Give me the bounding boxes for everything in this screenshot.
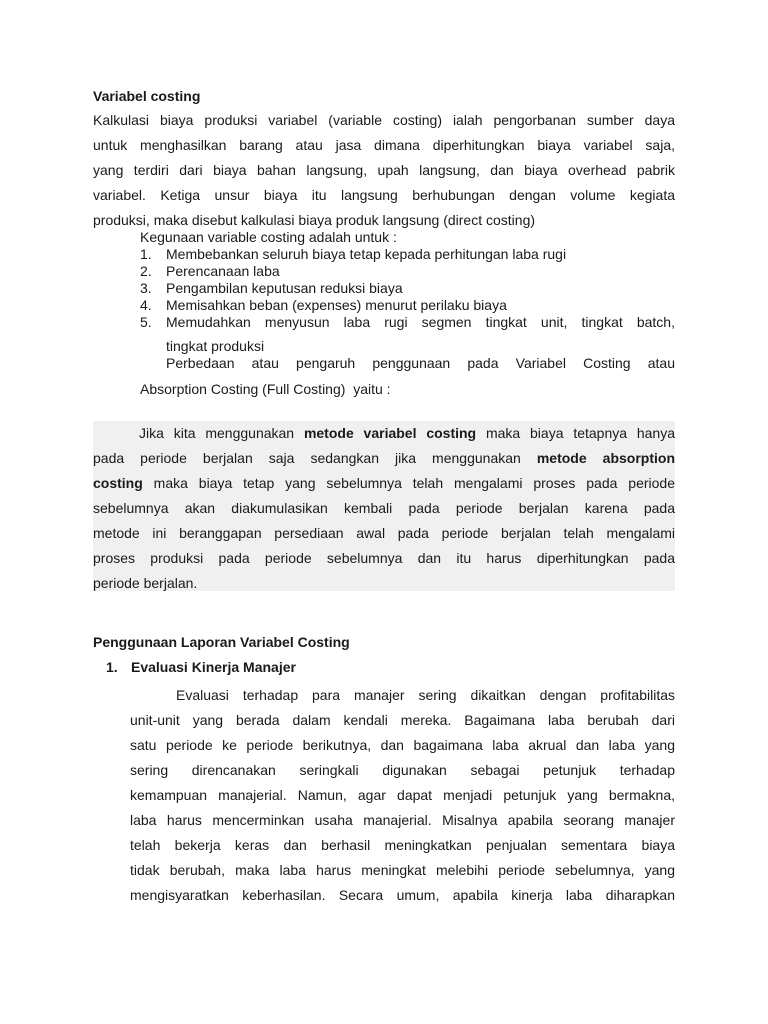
list-number: 5. — [140, 314, 152, 330]
shaded-paragraph — [93, 421, 675, 591]
paragraph-line: sebelumnya akan diakumulasikan kembali pada periode berjalan karena pada — [93, 500, 675, 516]
list-text: Memudahkan menyusun laba rugi segmen tingkat unit, tingkat batch, — [166, 314, 675, 330]
paragraph-line: metode ini beranggapan persediaan awal pada periode berjalan telah mengalami — [93, 525, 675, 541]
paragraph-line: telah bekerja keras dan berhasil meningkatkan penjualan sementara biaya — [130, 837, 675, 853]
kegunaan-list — [140, 246, 675, 331]
list-continuation: tingkat produksi — [166, 338, 265, 354]
paragraph-line: produksi, maka disebut kalkulasi biaya produk langsung (direct costing) — [93, 212, 536, 228]
list-item — [140, 297, 675, 314]
list-text: Perencanaan laba — [166, 263, 280, 279]
paragraph-line: Kalkulasi biaya produksi variabel (variable costing) ialah pengorbanan sumber daya — [93, 112, 675, 128]
paragraph-line — [93, 421, 675, 446]
paragraph-line: laba harus mencerminkan usaha manajerial. Misalnya apabila seorang manajer — [130, 812, 675, 828]
subheading-number: 1. — [106, 659, 118, 675]
bold-text: metode absorption — [536, 450, 675, 466]
list-text: Pengambilan keputusan reduksi biaya — [166, 280, 403, 296]
paragraph-line: Evaluasi terhadap para manajer sering dikaitkan dengan profitabilitas — [176, 687, 675, 703]
perbedaan-line: Perbedaan atau pengaruh penggunaan pada Variabel Costing atau — [166, 355, 675, 371]
paragraph-line: sering direncanakan seringkali digunakan sebagai petunjuk terhadap — [130, 762, 675, 778]
list-number: 3. — [140, 280, 152, 296]
paragraph-line — [93, 446, 675, 471]
absorption-line: Absorption Costing (Full Costing) yaitu : — [140, 381, 391, 397]
paragraph-line: periode berjalan. — [93, 575, 198, 591]
paragraph-line: variabel. Ketiga unsur biaya itu langsung berhubungan dengan volume kegiata — [93, 187, 675, 203]
paragraph-line: satu periode ke periode berikutnya, dan bagaimana laba akrual dan laba yang — [130, 737, 675, 753]
text-run: maka biaya tetap yang sebelumnya telah mengalami proses pada periode — [142, 475, 675, 491]
section-heading-penggunaan: Penggunaan Laporan Variabel Costing — [93, 634, 350, 650]
text-run: Jika kita menggunakan — [139, 425, 304, 441]
paragraph-line: unit-unit yang berada dalam kendali mereka. Bagaimana laba berubah dari — [130, 712, 675, 728]
kegunaan-intro: Kegunaan variable costing adalah untuk : — [140, 229, 397, 245]
list-number: 4. — [140, 297, 152, 313]
paragraph-line: untuk menghasilkan barang atau jasa dimana diperhitungkan biaya variabel saja, — [93, 137, 675, 153]
paragraph-line: tidak berubah, maka laba harus meningkat melebihi periode sebelumnya, yang — [130, 862, 675, 878]
list-item — [140, 314, 675, 331]
paragraph-line: kemampuan manajerial. Namun, agar dapat menjadi petunjuk yang bermakna, — [130, 787, 675, 803]
text-run: maka biaya tetapnya hanya — [476, 425, 676, 441]
subheading-text: Evaluasi Kinerja Manajer — [131, 659, 296, 675]
definition-paragraph — [93, 108, 675, 233]
bold-text: metode variabel costing — [303, 425, 477, 441]
list-item — [140, 246, 675, 263]
paragraph-line — [93, 471, 675, 496]
bold-text: costing — [93, 475, 143, 491]
list-text: Memisahkan beban (expenses) menurut perilaku biaya — [166, 297, 507, 313]
list-item — [140, 280, 675, 297]
list-item — [140, 263, 675, 280]
section-heading-variabel-costing: Variabel costing — [93, 88, 201, 104]
evaluasi-paragraph — [130, 683, 675, 908]
paragraph-line: mengisyaratkan keberhasilan. Secara umum, apabila kinerja laba diharapkan — [130, 887, 675, 903]
text-run: pada periode berjalan saja sedangkan jika menggunakan — [93, 450, 537, 466]
subheading-evaluasi — [106, 659, 296, 675]
paragraph-line: yang terdiri dari biaya bahan langsung, upah langsung, dan biaya overhead pabrik — [93, 162, 675, 178]
list-number: 1. — [140, 246, 152, 262]
list-number: 2. — [140, 263, 152, 279]
paragraph-line: proses produksi pada periode sebelumnya dan itu harus diperhitungkan pada — [93, 550, 675, 566]
list-text: Membebankan seluruh biaya tetap kepada perhitungan laba rugi — [166, 246, 567, 262]
